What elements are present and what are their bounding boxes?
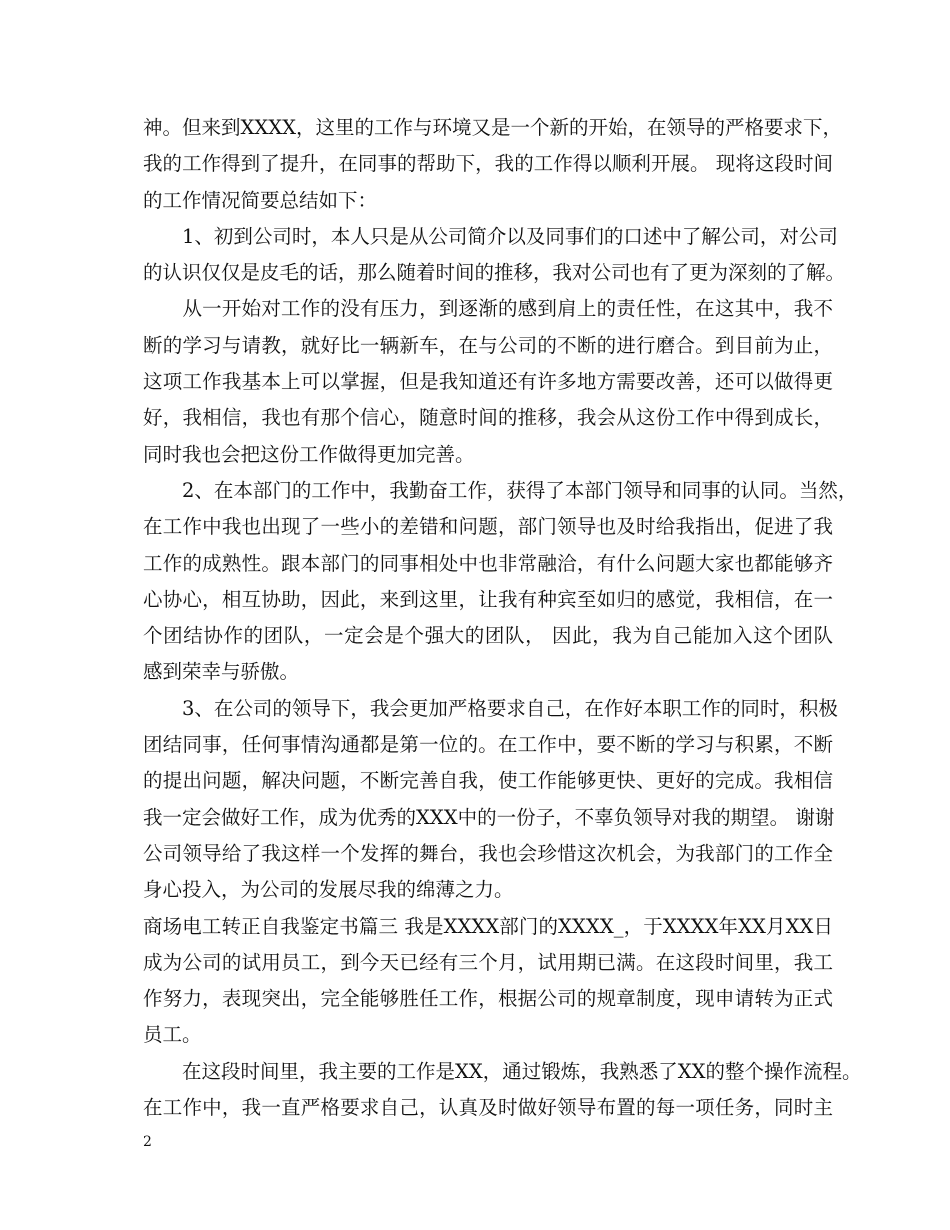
text-line: 同时我也会把这份工作做得更加完善。 (143, 442, 475, 466)
text-line: 1、初到公司时，本人只是从公司简介以及同事们的口述中了解公司，对公司 (143, 224, 838, 248)
text-line: 断的学习与请教，就好比一辆新车，在与公司的不断的进行磨合。到目前为止， (143, 333, 833, 357)
text-line: 这项工作我基本上可以掌握，但是我知道还有许多地方需要改善，还可以做得更 (143, 370, 833, 394)
text-line: 作努力，表现突出，完全能够胜任工作，根据公司的规章制度，现申请转为正式 (143, 987, 833, 1011)
text-line: 成为公司的试用员工，到今天已经有三个月，试用期已满。在这段时间里，我工 (143, 950, 833, 974)
text-line: 好，我相信，我也有那个信心，随意时间的推移，我会从这份工作中得到成长， (143, 406, 833, 430)
text-line: 团结同事，任何事情沟通都是第一位的。在工作中，要不断的学习与积累，不断 (143, 733, 833, 757)
text-line: 员工。 (143, 1023, 202, 1047)
text-line: 工作的成熟性。跟本部门的同事相处中也非常融洽，有什么问题大家也都能够齐 (143, 551, 833, 575)
text-line: 我的工作得到了提升，在同事的帮助下，我的工作得以顺利开展。 现将这段时间 (143, 152, 833, 176)
text-line: 我一定会做好工作，成为优秀的XXX中的一份子，不辜负领导对我的期望。 谢谢 (143, 805, 835, 829)
text-line: 商场电工转正自我鉴定书篇三 我是XXXX部门的XXXX_，于XXXX年XX月XX日 (143, 914, 833, 938)
text-line: 从一开始对工作的没有压力，到逐渐的感到肩上的责任性，在这其中，我不 (143, 297, 833, 321)
text-line: 的工作情况简要总结如下： (143, 188, 378, 212)
text-line: 的认识仅仅是皮毛的话，那么随着时间的推移，我对公司也有了更为深刻的了解。 (143, 261, 846, 285)
text-line: 感到荣幸与骄傲。 (143, 660, 300, 684)
body-text (143, 110, 862, 1126)
text-line: 公司领导给了我这样一个发挥的舞台，我也会珍惜这次机会，为我部门的工作全 (143, 841, 833, 865)
text-line: 在工作中，我一直严格要求自己，认真及时做好领导布置的每一项任务，同时主 (143, 1096, 833, 1120)
text-line: 的提出问题，解决问题，不断完善自我，使工作能够更快、更好的完成。我相信 (143, 769, 833, 793)
text-line: 2、在本部门的工作中，我勤奋工作，获得了本部门领导和同事的认同。当然， (143, 478, 858, 502)
page-number: 2 (143, 1134, 152, 1150)
text-line: 身心投入，为公司的发展尽我的绵薄之力。 (143, 878, 514, 902)
text-line: 3、在公司的领导下，我会更加严格要求自己，在作好本职工作的同时，积极 (143, 696, 838, 720)
text-line: 心协心，相互协助，因此，来到这里，让我有种宾至如归的感觉，我相信，在一 (143, 587, 833, 611)
text-line: 在工作中我也出现了一些小的差错和问题，部门领导也及时给我指出，促进了我 (143, 515, 833, 539)
text-line: 在这段时间里，我主要的工作是XX，通过锻炼，我熟悉了XX的整个操作流程。 (143, 1059, 862, 1083)
text-line: 个团结协作的团队，一定会是个强大的团队， 因此，我为自己能加入这个团队 (143, 624, 833, 648)
text-line: 神。但来到XXXX，这里的工作与环境又是一个新的开始，在领导的严格要求下， (143, 116, 843, 139)
